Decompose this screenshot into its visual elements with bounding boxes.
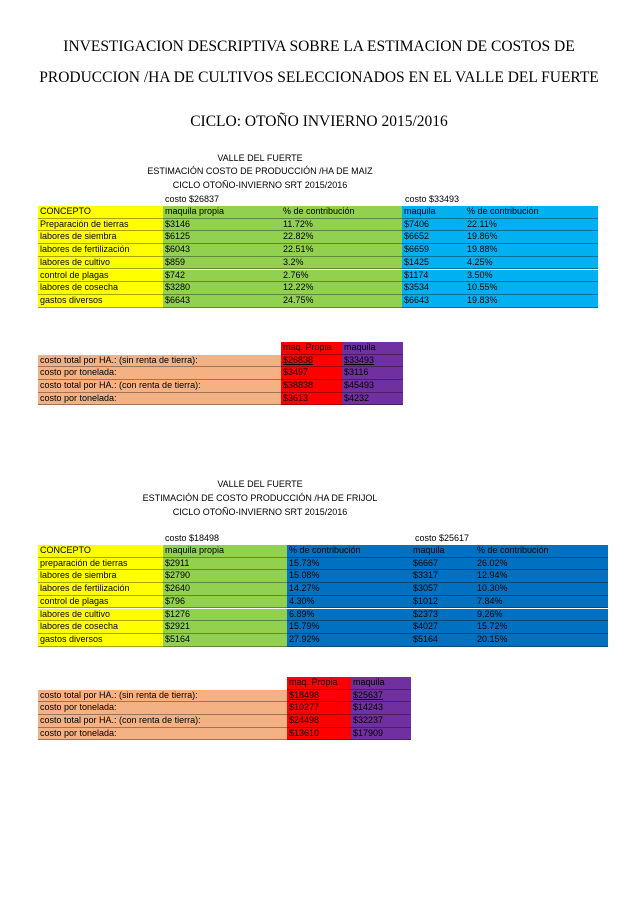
table-cell: 2.76% [281, 270, 402, 283]
table-cell: $6043 [163, 244, 281, 257]
table-cell: 12.94% [475, 570, 608, 583]
table-cell: $3534 [402, 282, 465, 295]
table-cell: 26.02% [475, 558, 608, 571]
summary-value-cell: $3116 [342, 367, 403, 380]
summary-label-cell: costo total por HA.: (sin renta de tierra): [38, 690, 287, 703]
table-cell: control de plagas [38, 596, 163, 609]
table-cell: 19.88% [465, 244, 598, 257]
table-cell: labores de siembra [38, 231, 163, 244]
summary-value-cell: $3613 [281, 393, 342, 406]
table-cell: $796 [163, 596, 287, 609]
doc-title-line1: INVESTIGACION DESCRIPTIVA SOBRE LA ESTIMACION DE COSTOS DE [63, 38, 575, 55]
table-cell: preparación de tierras [38, 558, 163, 571]
table-cell: 20.15% [475, 634, 608, 647]
summary-value-cell: $24498 [287, 715, 351, 728]
table-cell: 9.26% [475, 609, 608, 622]
summary-value-cell: $18498 [287, 690, 351, 703]
maiz-caption-region: VALLE DEL FUERTE [217, 153, 303, 163]
table-cell: $3057 [411, 583, 475, 596]
table-cell: $2373 [411, 609, 475, 622]
table-cell: $6643 [402, 295, 465, 308]
table-cell: $6659 [402, 244, 465, 257]
table-cell: $742 [163, 270, 281, 283]
table-cell: $1276 [163, 609, 287, 622]
frijol-costo-propia: costo $18498 [165, 533, 220, 543]
summary-value-cell: $33493 [342, 355, 403, 368]
summary-value-cell: $26838 [281, 355, 342, 368]
table-cell: $1012 [411, 596, 475, 609]
summary-header-cell: maquila [342, 342, 403, 355]
summary-header-cell: maq. Propia [287, 677, 351, 690]
table-cell: $3146 [163, 219, 281, 232]
table-cell: labores de cultivo [38, 609, 163, 622]
summary-value-cell: $3497 [281, 367, 342, 380]
table-cell: 12.22% [281, 282, 402, 295]
frijol-caption-region: VALLE DEL FUERTE [217, 479, 303, 489]
table-cell: $6667 [411, 558, 475, 571]
table-cell: 15.73% [287, 558, 411, 571]
table-cell: 15.08% [287, 570, 411, 583]
table-cell: 14.27% [287, 583, 411, 596]
summary-header-cell: maq. Propia [281, 342, 342, 355]
summary-value-cell: $32237 [351, 715, 411, 728]
table-cell: 7.84% [475, 596, 608, 609]
table-cell: labores de cosecha [38, 621, 163, 634]
table-cell: $3317 [411, 570, 475, 583]
table-cell: gastos diversos [38, 634, 163, 647]
summary-value-cell: $14243 [351, 702, 411, 715]
table-cell: 19.86% [465, 231, 598, 244]
table-cell: 3.50% [465, 270, 598, 283]
table-cell: labores de cultivo [38, 257, 163, 270]
table-header-cell: % de contribución [281, 206, 402, 219]
summary-label-cell: costo por tonelada: [38, 393, 281, 406]
summary-value-cell: $4232 [342, 393, 403, 406]
table-header-cell: % de contribución [287, 545, 411, 558]
maiz-costo-maquila: costo $33493 [405, 194, 460, 204]
table-cell: 27.92% [287, 634, 411, 647]
summary-value-cell: $10277 [287, 702, 351, 715]
table-cell: $6652 [402, 231, 465, 244]
table-cell: $2921 [163, 621, 287, 634]
table-cell: labores de cosecha [38, 282, 163, 295]
table-cell: 22.51% [281, 244, 402, 257]
summary-value-cell: $45493 [342, 380, 403, 393]
table-cell: 10.55% [465, 282, 598, 295]
table-cell: $1174 [402, 270, 465, 283]
table-cell: 4.30% [287, 596, 411, 609]
summary-header-cell: maquila [351, 677, 411, 690]
table-cell: $5164 [163, 634, 287, 647]
summary-label-cell: costo por tonelada: [38, 702, 287, 715]
summary-label-cell: costo total por HA.: (con renta de tierra): [38, 715, 287, 728]
table-header-cell: maquila [411, 545, 475, 558]
table-cell: 19.83% [465, 295, 598, 308]
table-header-cell: CONCEPTO [38, 545, 163, 558]
doc-title-line2: PRODUCCION /HA DE CULTIVOS SELECCIONADOS EN EL VALLE DEL FUERTE [39, 69, 599, 86]
table-cell: 15.79% [287, 621, 411, 634]
table-cell: $2790 [163, 570, 287, 583]
table-cell: 15.72% [475, 621, 608, 634]
table-cell: $3280 [163, 282, 281, 295]
table-header-cell: CONCEPTO [38, 206, 163, 219]
summary-label-cell: costo total por HA.: (sin renta de tierra): [38, 355, 281, 368]
table-header-cell: maquila propia [163, 206, 281, 219]
doc-cycle-title: CICLO: OTOÑO INVIERNO 2015/2016 [190, 113, 448, 130]
table-cell: labores de fertilización [38, 583, 163, 596]
table-cell: $2911 [163, 558, 287, 571]
table-cell: 22.11% [465, 219, 598, 232]
summary-label-cell: costo por tonelada: [38, 728, 287, 741]
table-cell: labores de siembra [38, 570, 163, 583]
table-cell: 10.30% [475, 583, 608, 596]
table-header-cell: maquila [402, 206, 465, 219]
table-cell: 6.89% [287, 609, 411, 622]
table-cell: $7406 [402, 219, 465, 232]
maiz-caption-title: ESTIMACIÓN COSTO DE PRODUCCIÓN /HA DE MAIZ [147, 166, 373, 176]
table-cell: Preparación de tierras [38, 219, 163, 232]
table-cell: 22.82% [281, 231, 402, 244]
table-cell: $6643 [163, 295, 281, 308]
summary-label-cell: costo por tonelada: [38, 367, 281, 380]
maiz-caption-cycle: CICLO OTOÑO-INVIERNO SRT 2015/2016 [172, 180, 348, 190]
table-cell: $2640 [163, 583, 287, 596]
table-cell: $859 [163, 257, 281, 270]
summary-value-cell: $17909 [351, 728, 411, 741]
table-cell: gastos diversos [38, 295, 163, 308]
frijol-costo-maquila: costo $25617 [415, 533, 470, 543]
table-cell: 24.75% [281, 295, 402, 308]
maiz-costo-propia: costo $26837 [165, 194, 220, 204]
table-cell: labores de fertilización [38, 244, 163, 257]
summary-label-cell: costo total por HA.: (con renta de tierra): [38, 380, 281, 393]
table-header-cell: % de contribución [465, 206, 598, 219]
table-cell: 4.25% [465, 257, 598, 270]
table-header-cell: maquila propia [163, 545, 287, 558]
table-cell: $6125 [163, 231, 281, 244]
table-cell: 3.2% [281, 257, 402, 270]
table-cell: 11.72% [281, 219, 402, 232]
frijol-caption-title: ESTIMACIÓN DE COSTO PRODUCCIÓN /HA DE FRIJOL [142, 493, 378, 503]
frijol-caption-cycle: CICLO OTOÑO-INVIERNO SRT 2015/2016 [172, 507, 348, 517]
table-cell: $1425 [402, 257, 465, 270]
summary-value-cell: $25637 [351, 690, 411, 703]
table-header-cell: % de contribución [475, 545, 608, 558]
summary-value-cell: $38838 [281, 380, 342, 393]
table-cell: control de plagas [38, 270, 163, 283]
table-cell: $5164 [411, 634, 475, 647]
summary-value-cell: $13610 [287, 728, 351, 741]
table-cell: $4027 [411, 621, 475, 634]
